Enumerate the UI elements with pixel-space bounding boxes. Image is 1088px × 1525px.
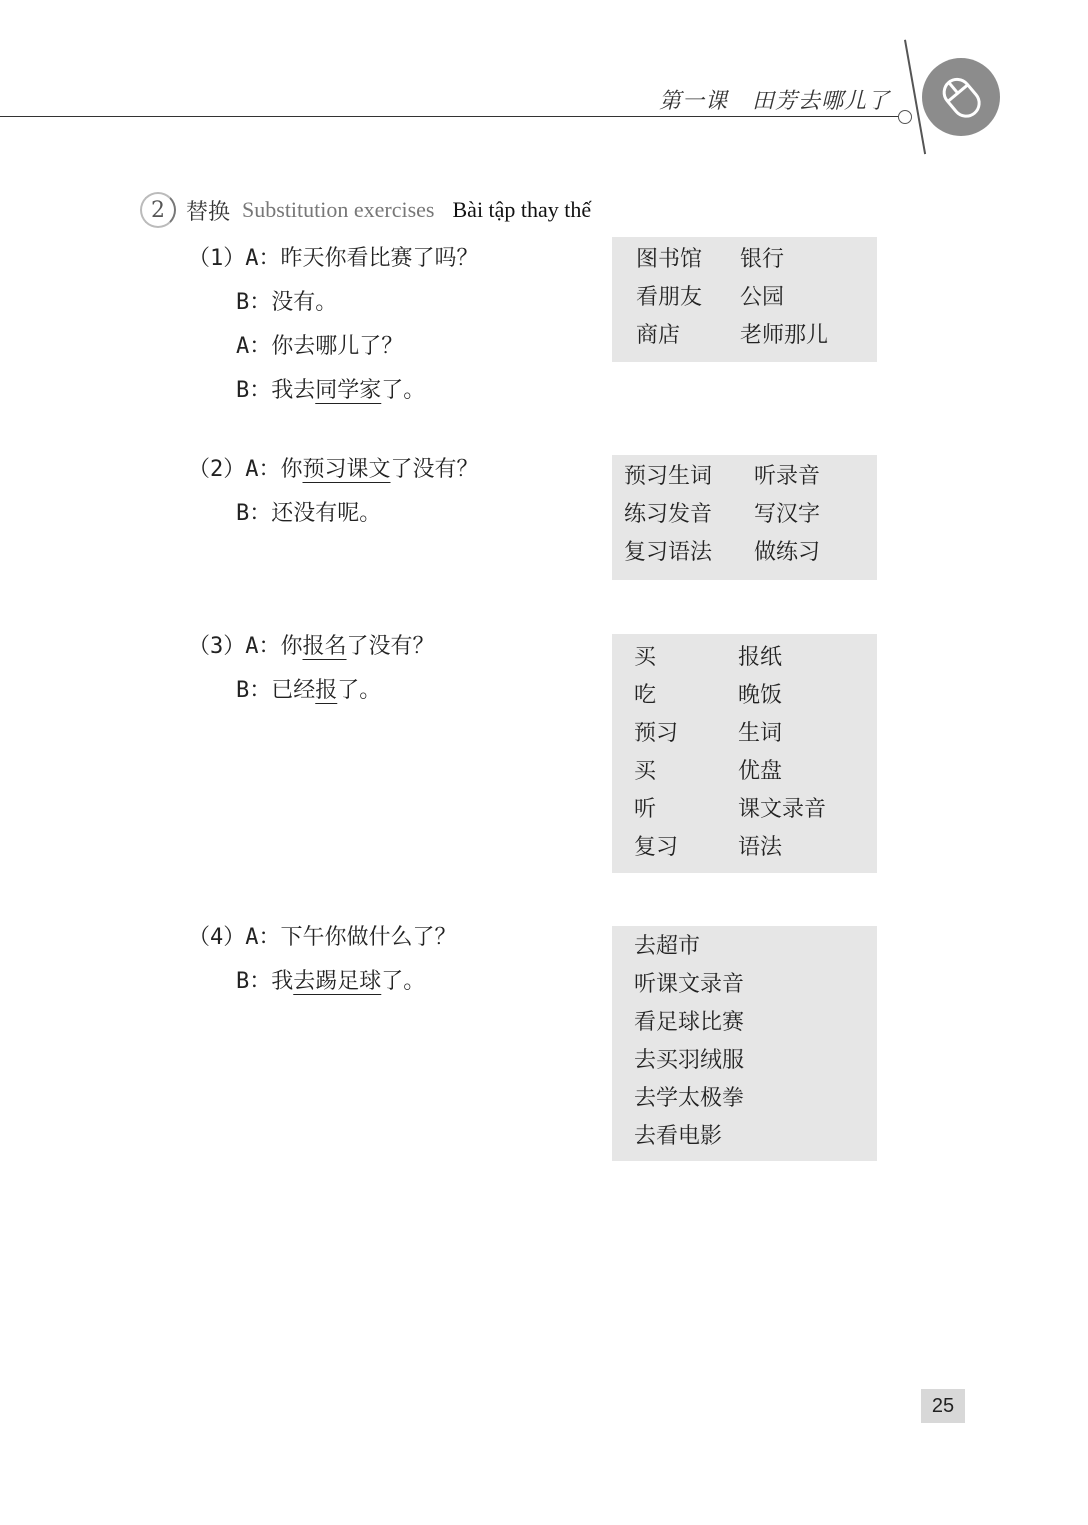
- box-word: 写汉字: [754, 502, 821, 527]
- box-word: 看朋友: [636, 285, 703, 310]
- section-number: 2: [140, 192, 176, 228]
- section-title-en: Substitution exercises: [242, 197, 435, 222]
- line-text: A：你去哪儿了？: [236, 334, 404, 359]
- substitution-slot: 同学家: [315, 378, 382, 403]
- line-text: 了。: [337, 678, 382, 703]
- box-word: 吃: [634, 683, 657, 708]
- substitution-slot: 预习课文: [302, 457, 391, 482]
- dialogue-line: [236, 499, 381, 529]
- box-word: 买: [634, 645, 657, 670]
- exercise-label: （1）: [188, 246, 246, 271]
- box-row: [634, 829, 877, 867]
- box-word: 去看电影: [634, 1124, 723, 1149]
- box-word: 听: [634, 797, 657, 822]
- substitution-slot: 报名: [302, 634, 347, 659]
- section-title-vi: Bài tập thay thế: [452, 197, 592, 222]
- box-word: 做练习: [754, 540, 821, 565]
- line-text: 了。: [381, 378, 426, 403]
- box-word: 优盘: [738, 759, 783, 784]
- box-word: 听课文录音: [634, 972, 745, 997]
- box-row: [636, 317, 877, 355]
- running-header: [659, 84, 890, 115]
- substitution-slot: 去踢足球: [293, 969, 382, 994]
- mouse-icon: [922, 58, 1000, 136]
- box-word: 预习: [634, 721, 679, 746]
- dialogue-line: [188, 244, 479, 274]
- substitution-slot: 报: [315, 678, 338, 703]
- line-text: 了没有？: [390, 457, 479, 482]
- box-word: 复习语法: [624, 540, 713, 565]
- box-word: 看足球比赛: [634, 1010, 745, 1035]
- substitution-box-3: [612, 634, 877, 873]
- line-text: B：我: [236, 969, 294, 994]
- dialogue-line: [236, 288, 337, 318]
- box-word: 买: [634, 759, 657, 784]
- page-number: 25: [921, 1389, 965, 1423]
- box-word: 复习: [634, 835, 679, 860]
- box-row: [634, 791, 877, 829]
- box-row: [634, 677, 877, 715]
- box-row: [634, 966, 877, 1004]
- line-text: A：下午你做什么了？: [245, 925, 457, 950]
- line-text: 了没有？: [346, 634, 435, 659]
- dialogue-line: [188, 923, 457, 953]
- exercise-label: （4）: [188, 925, 246, 950]
- box-word: 晚饭: [738, 683, 783, 708]
- box-row: [634, 1042, 877, 1080]
- box-word: 听录音: [754, 464, 821, 489]
- substitution-box-2: [612, 455, 877, 580]
- box-row: [636, 279, 877, 317]
- line-text: 了。: [381, 969, 426, 994]
- box-word: 课文录音: [738, 797, 827, 822]
- lesson-number: 第一课: [658, 89, 728, 114]
- box-row: [634, 1118, 877, 1156]
- line-text: B：还没有呢。: [236, 501, 382, 526]
- box-row: [624, 458, 877, 496]
- line-text: A：你: [245, 457, 303, 482]
- line-text: B：我去: [236, 378, 316, 403]
- dialogue-line: [236, 967, 425, 997]
- substitution-box-1: [612, 237, 877, 362]
- section-title-zh: 替换: [186, 199, 231, 225]
- box-row: [634, 928, 877, 966]
- line-text: A：你: [245, 634, 303, 659]
- box-word: 老师那儿: [740, 323, 829, 348]
- box-row: [636, 241, 877, 279]
- box-word: 公园: [740, 285, 785, 310]
- dialogue-line: [236, 332, 403, 362]
- dialogue-line: [188, 455, 479, 485]
- box-word: 报纸: [738, 645, 783, 670]
- box-row: [634, 639, 877, 677]
- box-word: 去买羽绒服: [634, 1048, 745, 1073]
- box-row: [624, 496, 877, 534]
- line-text: A：昨天你看比赛了吗？: [245, 246, 479, 271]
- dialogue-line: [236, 676, 381, 706]
- box-word: 生词: [738, 721, 783, 746]
- box-row: [624, 534, 877, 572]
- substitution-box-4: [612, 926, 877, 1161]
- box-word: 去超市: [634, 934, 701, 959]
- dialogue-line: [188, 632, 435, 662]
- line-text: B：已经: [236, 678, 316, 703]
- box-word: 银行: [740, 247, 785, 272]
- box-row: [634, 753, 877, 791]
- box-row: [634, 1080, 877, 1118]
- exercise-label: （3）: [188, 634, 246, 659]
- dialogue-line: [236, 376, 425, 406]
- box-word: 预习生词: [624, 464, 713, 489]
- line-text: B：没有。: [236, 290, 338, 315]
- box-word: 去学太极拳: [634, 1086, 745, 1111]
- box-word: 语法: [738, 835, 783, 860]
- header-rule: [0, 116, 905, 117]
- box-word: 商店: [636, 323, 681, 348]
- lesson-title: 田芳去哪儿了: [751, 89, 890, 114]
- section-heading: [140, 190, 591, 230]
- box-row: [634, 1004, 877, 1042]
- exercise-label: （2）: [188, 457, 246, 482]
- box-word: 图书馆: [636, 247, 703, 272]
- box-word: 练习发音: [624, 502, 713, 527]
- header-decoration-dot: [898, 110, 912, 124]
- box-row: [634, 715, 877, 753]
